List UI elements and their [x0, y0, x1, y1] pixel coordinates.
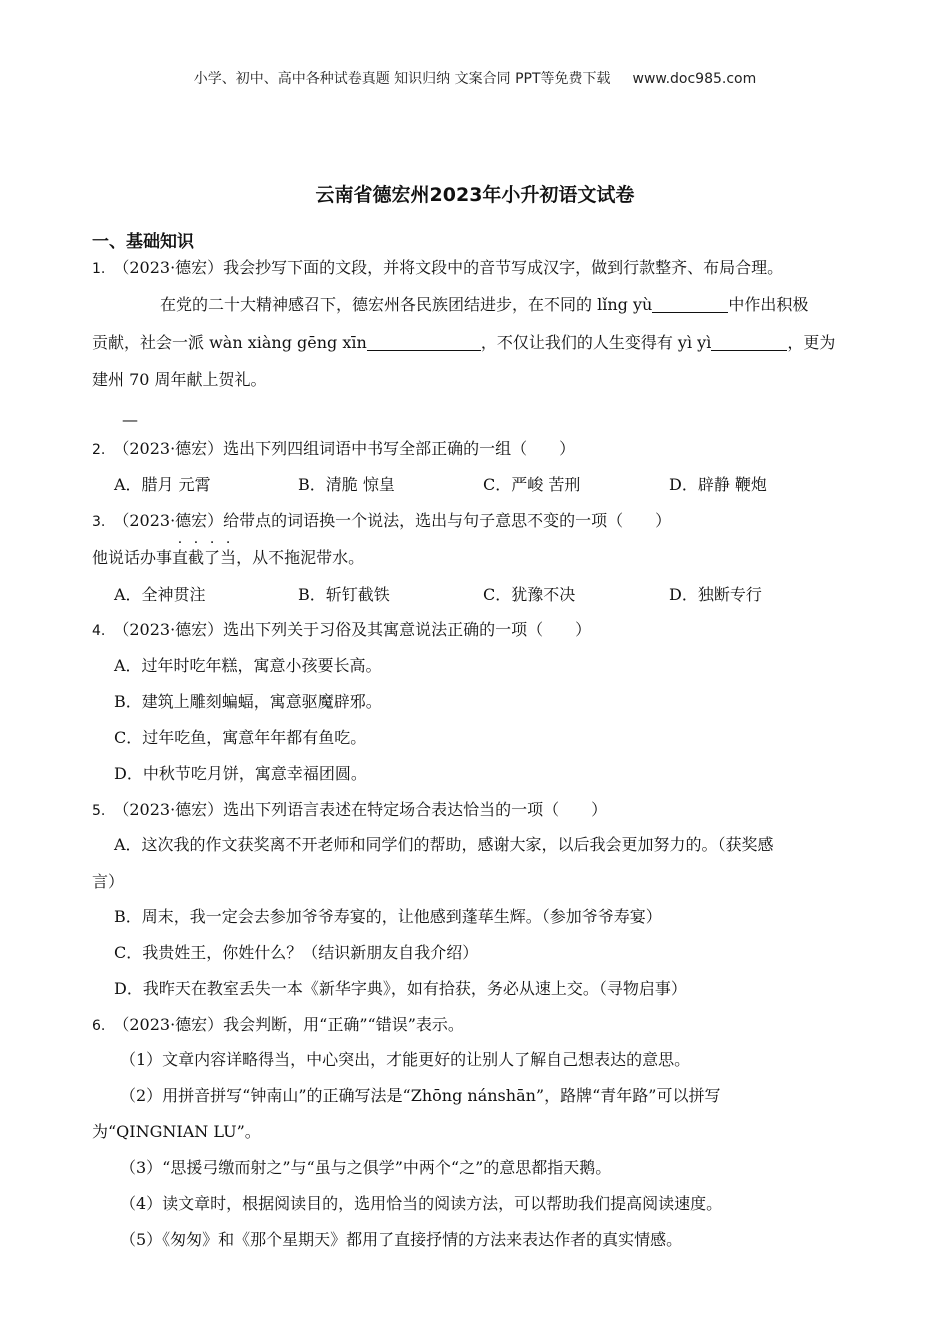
dotted-char: 截	[188, 548, 205, 567]
header-url[interactable]: www.doc985.com	[632, 71, 757, 87]
site-header	[0, 72, 950, 86]
question-text: （2023·德宏）选出下列关于习俗及其寓意说法正确的一项（ ）	[113, 620, 592, 639]
judge-item-5: （5）《匆匆》和《那个星期天》都用了直接抒情的方法来表达作者的真实情感。	[120, 1230, 683, 1249]
question-1	[92, 260, 783, 276]
question-number: 4.	[92, 623, 106, 639]
option-c[interactable]: C．我贵姓王，你姓什么？（结识新朋友自我介绍）	[114, 943, 479, 962]
option-a[interactable]: A．腊月 元霄	[114, 475, 211, 494]
question-number: 5.	[92, 803, 106, 819]
question-text: （2023·德宏）选出下列四组词语中书写全部正确的一组（ ）	[113, 439, 576, 458]
question-2	[92, 441, 575, 457]
option-c[interactable]: C．严峻 苦刑	[483, 475, 581, 494]
judge-item-2: （2）用拼音拼写“钟南山”的正确写法是“Zhōng nánshān”，路牌“青年路”可以拼写	[120, 1086, 721, 1105]
example-sentence: 他说话办事直截了当，从不拖泥带水。	[92, 548, 365, 567]
option-c[interactable]: C．过年吃鱼，寓意年年都有鱼吃。	[114, 728, 367, 747]
option-d[interactable]: D．中秋节吃月饼，寓意幸福团圆。	[114, 764, 367, 783]
option-b[interactable]: B．建筑上雕刻蝙蝠，寓意驱魔辟邪。	[114, 692, 382, 711]
judge-item-3: （3）“思援弓缴而射之”与“虽与之俱学”中两个“之”的意思都指天鹅。	[120, 1158, 612, 1177]
option-a[interactable]: A．过年时吃年糕，寓意小孩要长高。	[114, 656, 382, 675]
question-3	[92, 513, 671, 529]
option-c[interactable]: C．犹豫不决	[483, 585, 576, 604]
question-number: 1.	[92, 261, 106, 277]
question-6	[92, 1017, 464, 1033]
judge-item-1: （1）文章内容详略得当，中心突出，才能更好的让别人了解自己想表达的意思。	[120, 1050, 691, 1069]
page-title: 云南省德宏州2023年小升初语文试卷	[315, 184, 635, 206]
option-b[interactable]: B．斩钉截铁	[298, 585, 390, 604]
question-text: （2023·德宏）我会判断，用“正确”“错误”表示。	[113, 1015, 464, 1034]
header-text: 小学、初中、高中各种试卷真题 知识归纳 文案合同 PPT等免费下载	[193, 71, 611, 87]
passage-line-1: 在党的二十大精神感召下，德宏州各民族团结进步，在不同的 lǐng yù 中作出积极	[160, 295, 809, 314]
question-5	[92, 802, 607, 818]
dotted-char: 直	[172, 548, 189, 567]
option-a[interactable]: A．这次我的作文获奖离不开老师和同学们的帮助，感谢大家，以后我会更加努力的。（获奖感	[114, 835, 774, 854]
question-text: （2023·德宏）给带点的词语换一个说法，选出与句子意思不变的一项（ ）	[113, 511, 672, 530]
question-number: 3.	[92, 514, 106, 530]
option-d[interactable]: D．辟静 鞭炮	[669, 475, 767, 494]
question-number: 2.	[92, 442, 106, 458]
option-a[interactable]: A．全神贯注	[114, 585, 206, 604]
judge-item-4: （4）读文章时，根据阅读目的，选用恰当的阅读方法，可以帮助我们提高阅读速度。	[120, 1194, 723, 1213]
dotted-char: 当	[220, 548, 237, 567]
dotted-phrase	[172, 548, 236, 567]
section-heading: 一、基础知识	[92, 232, 194, 252]
question-4	[92, 622, 591, 638]
option-d[interactable]: D．我昨天在教室丢失一本《新华字典》，如有拾获，务必从速上交。（寻物启事）	[114, 979, 687, 998]
question-number: 6.	[92, 1018, 106, 1034]
dotted-char: 了	[204, 548, 221, 567]
option-d[interactable]: D．独断专行	[669, 585, 762, 604]
writing-mark: —	[122, 410, 138, 429]
passage-line-3: 建州 70 周年献上贺礼。	[92, 370, 267, 389]
question-text: （2023·德宏）我会抄写下面的文段，并将文段中的音节写成汉字，做到行款整齐、布局合理。	[113, 258, 784, 277]
judge-item-2-continued: 为“QINGNIAN LU”。	[92, 1122, 261, 1141]
option-a-continued: 言）	[92, 872, 125, 891]
option-b[interactable]: B．周末，我一定会去参加爷爷寿宴的，让他感到蓬荜生辉。（参加爷爷寿宴）	[114, 907, 662, 926]
option-b[interactable]: B．清脆 惊皇	[298, 475, 395, 494]
answer-blank[interactable]	[367, 334, 481, 351]
answer-blank[interactable]	[652, 296, 728, 313]
passage-line-2: 贡献，社会一派 wàn xiàng gēng xīn ，不仅让我们的人生变得有 yì yì ，更为	[92, 333, 836, 352]
question-text: （2023·德宏）选出下列语言表述在特定场合表达恰当的一项（ ）	[113, 800, 608, 819]
answer-blank[interactable]	[711, 334, 787, 351]
